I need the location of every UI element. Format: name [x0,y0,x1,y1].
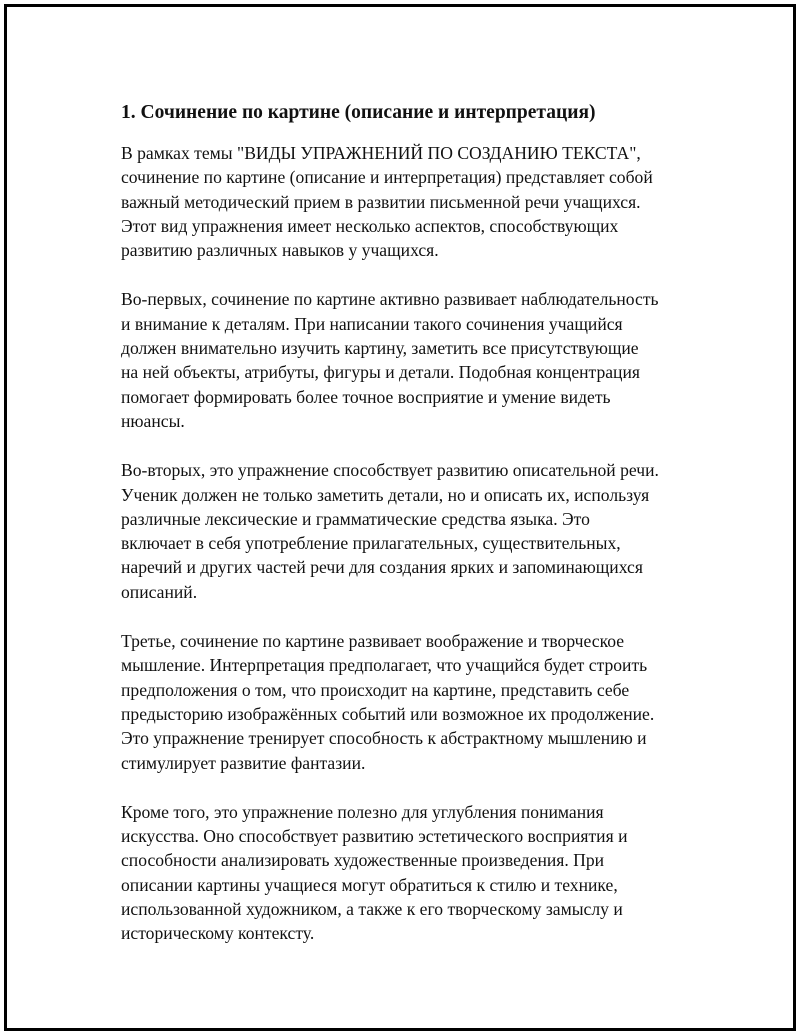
text-line: помогает формировать более точное восприятие и умение видеть [121,386,611,407]
text-line: Это упражнение тренирует способность к абстрактному мышлению и [121,728,647,749]
text-line: В рамках темы "ВИДЫ УПРАЖНЕНИЙ ПО СОЗДАНИЮ ТЕКСТА", [121,143,641,163]
text-line: Во-первых, сочинение по картине активно развивает наблюдательность [121,289,659,310]
text-line: важный методический прием в развитии письменной речи учащихся. [121,191,641,212]
text-line: наречий и других частей речи для создания ярких и запоминающихся [121,557,643,578]
text-line: на ней объекты, атрибуты, фигуры и детали. Подобная концентрация [121,362,640,383]
text-line: мышление. Интерпретация предполагает, что учащийся будет строить [121,655,648,676]
text-line: Третье, сочинение по картине развивает воображение и творческое [121,631,625,652]
text-line: сочинение по картине (описание и интерпретация) представляет собой [121,167,653,188]
paragraph-first [121,287,721,433]
document-body [121,98,721,971]
text-line: различные лексические и грамматические средства языка. Это [121,508,590,529]
text-line: предположения о том, что происходит на картине, представить себе [121,679,630,700]
text-line: историческому контексту. [121,923,315,944]
text-line: способности анализировать художественные произведения. При [121,850,605,871]
text-line: Во-вторых, это упражнение способствует развитию описательной речи. [121,460,659,481]
text-line: предысторию изображённых событий или возможное их продолжение. [121,703,655,724]
text-line: должен внимательно изучить картину, заметить все присутствующие [121,338,639,359]
text-line: Кроме того, это упражнение полезно для углубления понимания [121,801,604,822]
text-line: стимулирует развитие фантазии. [121,752,366,773]
paragraph-fourth [121,800,721,946]
document-title: 1. Сочинение по картине (описание и интерпретация) [121,102,596,123]
text-line: описаний. [121,581,198,602]
text-line: и внимание к деталям. При написании такого сочинения учащийся [121,313,623,334]
text-line: использованной художником, а также к его творческому замыслу и [121,899,623,920]
text-line: нюансы. [121,410,185,431]
text-line: Этот вид упражнения имеет несколько аспектов, способствующих [121,215,619,236]
page-frame [4,4,796,1031]
paragraph-intro [121,141,721,262]
paragraph-second [121,458,721,604]
text-line: искусства. Оно способствует развитию эстетического восприятия и [121,826,628,847]
text-line: включает в себя употребление прилагательных, существительных, [121,533,621,554]
text-line: Ученик должен не только заметить детали, но и описать их, используя [121,484,650,505]
text-line: развитию различных навыков у учащихся. [121,240,439,261]
paragraph-third [121,629,721,775]
text-line: описании картины учащиеся могут обратиться к стилю и технике, [121,874,618,895]
